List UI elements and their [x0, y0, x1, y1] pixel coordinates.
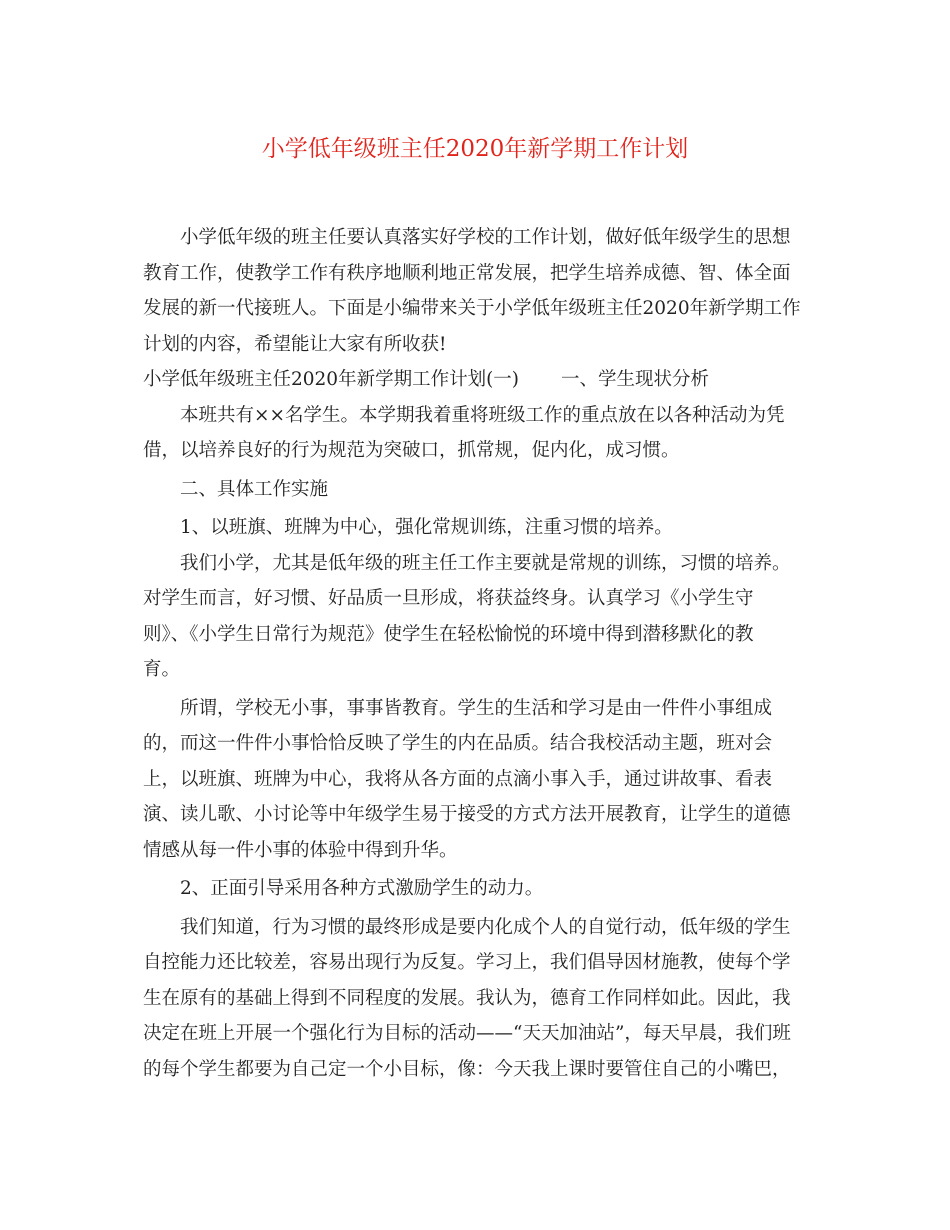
text-line: 上，以班旗、班牌为中心，我将从各方面的点滴小事入手，通过讲故事、看表 [143, 768, 773, 790]
text-line: 小学低年级的班主任要认真落实好学校的工作计划，做好低年级学生的思想 [180, 227, 791, 248]
text-line: 计划的内容，希望能让大家有所收获! [143, 333, 447, 355]
plan-heading: 小学低年级班主任2020年新学期工作计划(一) [143, 369, 520, 390]
document-body [143, 220, 811, 1087]
item2-paragraph-1 [143, 910, 811, 1088]
item1-paragraph-2 [143, 691, 811, 869]
text-line: 本班共有××名学生。本学期我着重将班级工作的重点放在以各种活动为凭 [180, 404, 785, 426]
text-line: 的，而这一件件小事恰恰反映了学生的内在品质。结合我校活动主题，班对会 [143, 733, 773, 754]
text-line: 的每个学生都要为自己定一个小目标，像：今天我上课时要管住自己的小嘴巴， [143, 1058, 791, 1080]
text-line: 我们知道，行为习惯的最终形成是要内化成个人的自觉行动，低年级的学生 [180, 916, 791, 938]
item1-paragraph-1 [143, 546, 811, 688]
text-line: 生在原有的基础上得到不同程度的发展。我认为，德育工作同样如此。因此，我 [143, 987, 791, 1009]
text-line: 教育工作，使教学工作有秩序地顺利地正常发展，把学生培养成德、智、体全面 [143, 262, 791, 284]
text-line: 育。 [143, 659, 181, 680]
text-line: 决定在班上开展一个强化行为目标的活动——“天天加油站”，每天早晨，我们班 [143, 1023, 791, 1044]
text-line: 发展的新一代接班人。下面是小编带来关于小学低年级班主任2020年新学期工作 [143, 298, 801, 319]
section1-heading: 一、学生现状分析 [561, 369, 710, 390]
text-line: 自控能力还比较差，容易出现行为反复。学习上，我们倡导因材施教，使每个学 [143, 952, 791, 973]
document-title: 小学低年级班主任2020年新学期工作计划 [261, 136, 689, 162]
intro-paragraph [143, 220, 811, 362]
text-line: 借，以培养良好的行为规范为突破口，抓常规，促内化，成习惯。 [143, 440, 680, 461]
text-line: 所谓，学校无小事，事事皆教育。学生的生活和学习是由一件件小事组成 [180, 697, 773, 719]
text-line: 对学生而言，好习惯、好品质一旦形成，将获益终身。认真学习《小学生守 [143, 588, 754, 609]
item2-heading: 2、正面引导采用各种方式激励学生的动力。 [180, 878, 544, 899]
text-line: 我们小学，尤其是低年级的班主任工作主要就是常规的训练，习惯的培养。 [180, 552, 791, 574]
section2-heading: 二、具体工作实施 [180, 478, 329, 500]
plan-heading-line [143, 362, 811, 398]
text-line: 情感从每一件小事的体验中得到升华。 [143, 839, 458, 861]
item1-heading: 1、以班旗、班牌为中心，强化常规训练，注重习惯的培养。 [180, 517, 673, 538]
text-line: 演、读儿歌、小讨论等中年级学生易于接受的方式方法开展教育，让学生的道德 [143, 804, 791, 825]
section1-paragraph [143, 398, 811, 469]
text-line: 则》、《小学生日常行为规范》使学生在轻松愉悦的环境中得到潜移默化的教 [143, 623, 754, 645]
